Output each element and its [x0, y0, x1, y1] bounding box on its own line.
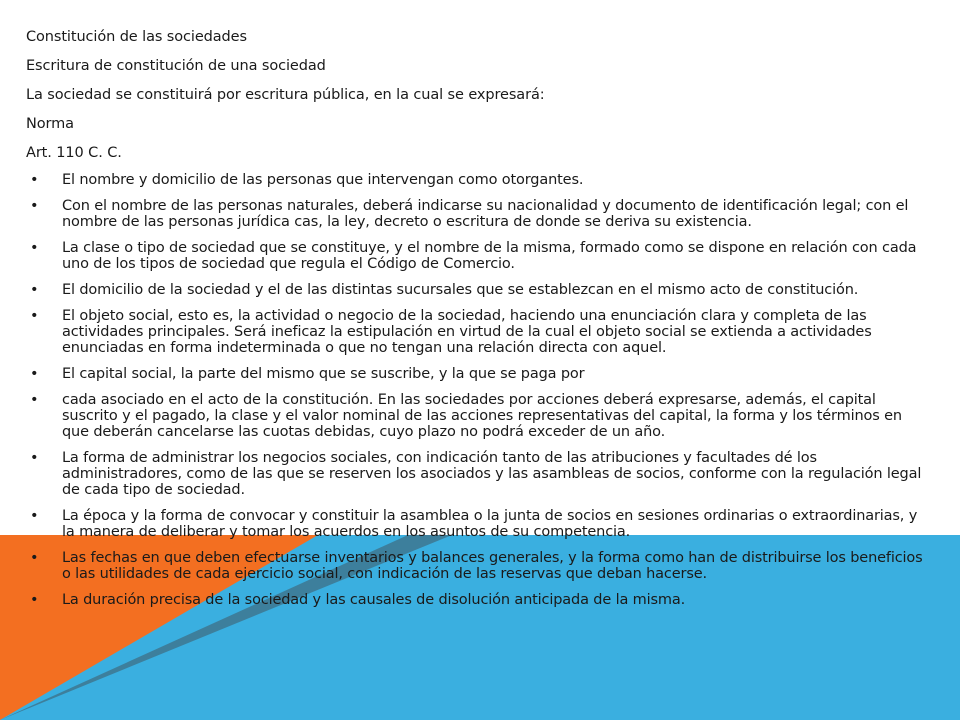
article-reference: Art. 110 C. C.: [26, 145, 122, 161]
list-item-text: Con el nombre de las personas naturales, deberá indicarse su nacionalidad y documento de identificación legal; con el nombre de las personas jurídica cas, la ley, decreto o escritura de donde se deriva su existencia.: [62, 198, 909, 230]
list-item: [26, 308, 926, 356]
bullet-icon: •: [30, 172, 39, 188]
bullet-icon: •: [30, 308, 39, 324]
list-item: [26, 508, 926, 540]
bullet-icon: •: [30, 366, 39, 382]
subsection-title: Escritura de constitución de una sociedad: [26, 58, 326, 74]
list-item: [26, 282, 926, 298]
list-item-text: Las fechas en que deben efectuarse inventarios y balances generales, y la forma como han de distribuirse los beneficios o las utilidades de cada ejercicio social, con indicación de las reservas que deban hacerse.: [62, 550, 923, 582]
section-title: Constitución de las sociedades: [26, 29, 247, 45]
requirements-list: [26, 172, 926, 608]
bullet-icon: •: [30, 392, 39, 408]
intro-sentence: La sociedad se constituirá por escritura pública, en la cual se expresará:: [26, 87, 545, 103]
list-item-text: La época y la forma de convocar y constituir la asamblea o la junta de socios en sesiones ordinarias o extraordinarias, y la manera de deliberar y tomar los acuerdos en los asuntos de su competencia.: [62, 508, 918, 540]
slide-content: [26, 27, 926, 618]
bullet-icon: •: [30, 198, 39, 214]
bullet-icon: •: [30, 550, 39, 566]
list-item-text: El domicilio de la sociedad y el de las distintas sucursales que se establezcan en el mismo acto de constitución.: [62, 282, 859, 298]
list-item-text: La duración precisa de la sociedad y las causales de disolución anticipada de la misma.: [62, 592, 686, 608]
bullet-icon: •: [30, 592, 39, 608]
list-item-text: El objeto social, esto es, la actividad o negocio de la sociedad, haciendo una enunciación clara y completa de las actividades principales. Será ineficaz la estipulación en virtud de la cual el objeto social se extienda a actividades enunciadas en forma indeterminada o que no tengan una relación directa con aquel.: [62, 308, 872, 356]
bullet-icon: •: [30, 240, 39, 256]
bullet-icon: •: [30, 282, 39, 298]
bullet-icon: •: [30, 450, 39, 466]
list-item-text: La forma de administrar los negocios sociales, con indicación tanto de las atribuciones y facultades dé los administradores, como de las que se reserven los asociados y las asambleas de socios, conforme con la regulación legal de cada tipo de sociedad.: [62, 450, 922, 498]
list-item: [26, 592, 926, 608]
list-item-text: El nombre y domicilio de las personas que intervengan como otorgantes.: [62, 172, 584, 188]
bullet-icon: •: [30, 508, 39, 524]
list-item-text: La clase o tipo de sociedad que se constituye, y el nombre de la misma, formado como se dispone en relación con cada uno de los tipos de sociedad que regula el Código de Comercio.: [62, 240, 917, 272]
norma-label: Norma: [26, 116, 74, 132]
list-item: [26, 392, 926, 440]
list-item: [26, 366, 926, 382]
list-item: [26, 450, 926, 498]
list-item-text: cada asociado en el acto de la constitución. En las sociedades por acciones deberá expresarse, además, el capital suscrito y el pagado, la clase y el valor nominal de las acciones representativas del capital, la forma y los términos en que deberán cancelarse las cuotas debidas, cuyo plazo no podrá exceder de un año.: [62, 392, 902, 440]
list-item: [26, 198, 926, 230]
list-item-text: El capital social, la parte del mismo que se suscribe, y la que se paga por: [62, 366, 585, 382]
list-item: [26, 550, 926, 582]
list-item: [26, 240, 926, 272]
list-item: [26, 172, 926, 188]
